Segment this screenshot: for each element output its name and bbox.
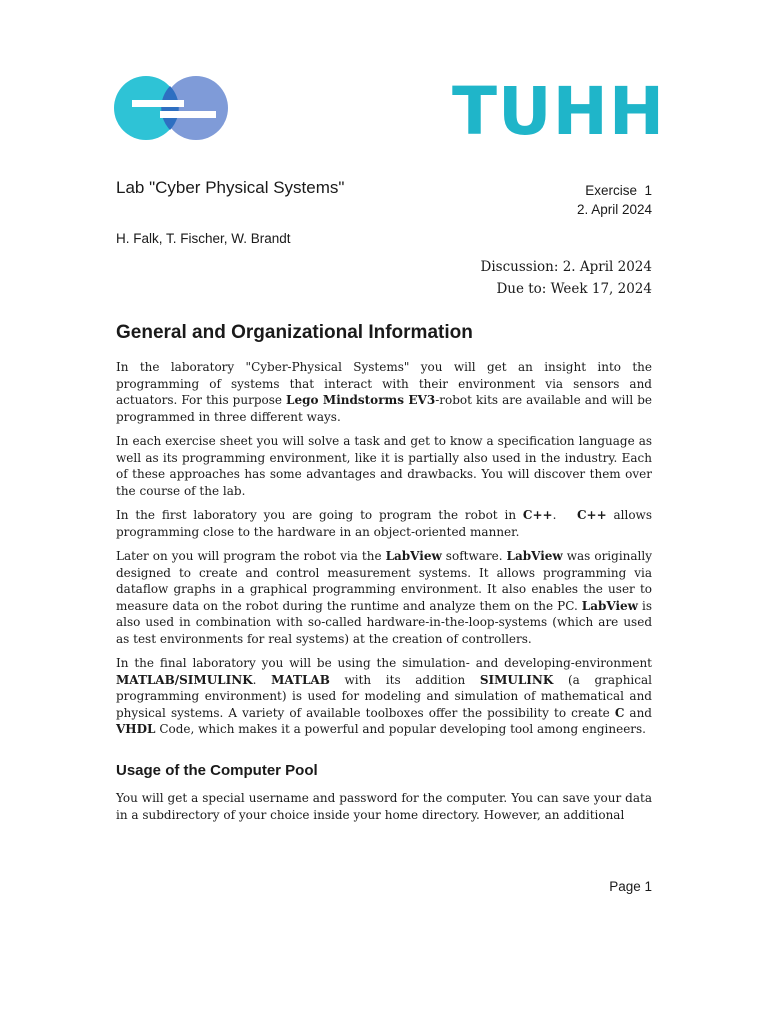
paragraph-cpp: In the first laboratory you are going to program the robot in C++. C++ allows programming close to the hardware in an object-oriented manner. [116,508,652,539]
lab-title: Lab "Cyber Physical Systems" [116,178,345,197]
exercise-date: 2. April 2024 [576,202,652,217]
paragraph-computer-pool: You will get a special username and password for the computer. You can save your data in a subdirectory of your choice inside your home directory. However, an additional [116,791,652,822]
dates-block [481,256,652,300]
subsection-title: Usage of the Computer Pool [116,762,318,779]
es-logo-text: ES [112,74,114,75]
section-title: General and Organizational Information [116,322,473,343]
exercise-block [577,181,652,219]
paragraph-intro: In the laboratory "Cyber-Physical Systems" you will get an insight into the programming of systems that interact with their environment via sensors and actuators. For this purpose Lego Mindstorms EV3-robot kits are available and will be programmed in three different ways. [116,360,652,424]
paragraph-labview: Later on you will program the robot via the LabView software. LabView was originally designed to create and control measurement systems. It allows programming via dataflow graphs in a graphical programming environment. It also enables the user to measure data on the robot during the runtime and analyze them on the PC. LabView is also used in combination with so-called hardware-in-the-loop-systems (which are used as test environments for real systems) at the creation of controllers. [116,549,653,646]
exercise-label: Exercise 1 [585,183,652,198]
authors: H. Falk, T. Fischer, W. Brandt [116,231,291,246]
discussion-date: Discussion: 2. April 2024 [480,259,652,275]
paragraph-exercise-sheets: In each exercise sheet you will solve a task and get to know a specification language as well as its programming environment, like it is partially also used in the industry. Each of these approaches has some advantages and drawbacks. You will discover them over the course of the lab. [116,434,652,498]
page-number: Page 1 [609,879,652,894]
due-date: Due to: Week 17, 2024 [496,281,652,297]
es-logo-icon [112,74,232,142]
tuhh-logo: TUHH [452,73,666,150]
paragraph-matlab: In the final laboratory you will be using the simulation- and developing-environment MATLAB/SIMULINK. MATLAB with its addition SIMULINK (a graphical programming environment) is used for modeling and simulation of mathematical and physical systems. A variety of available toolboxes offer the possibility to create C and VHDL Code, which makes it a powerful and popular developing tool among engineers. [116,656,652,736]
